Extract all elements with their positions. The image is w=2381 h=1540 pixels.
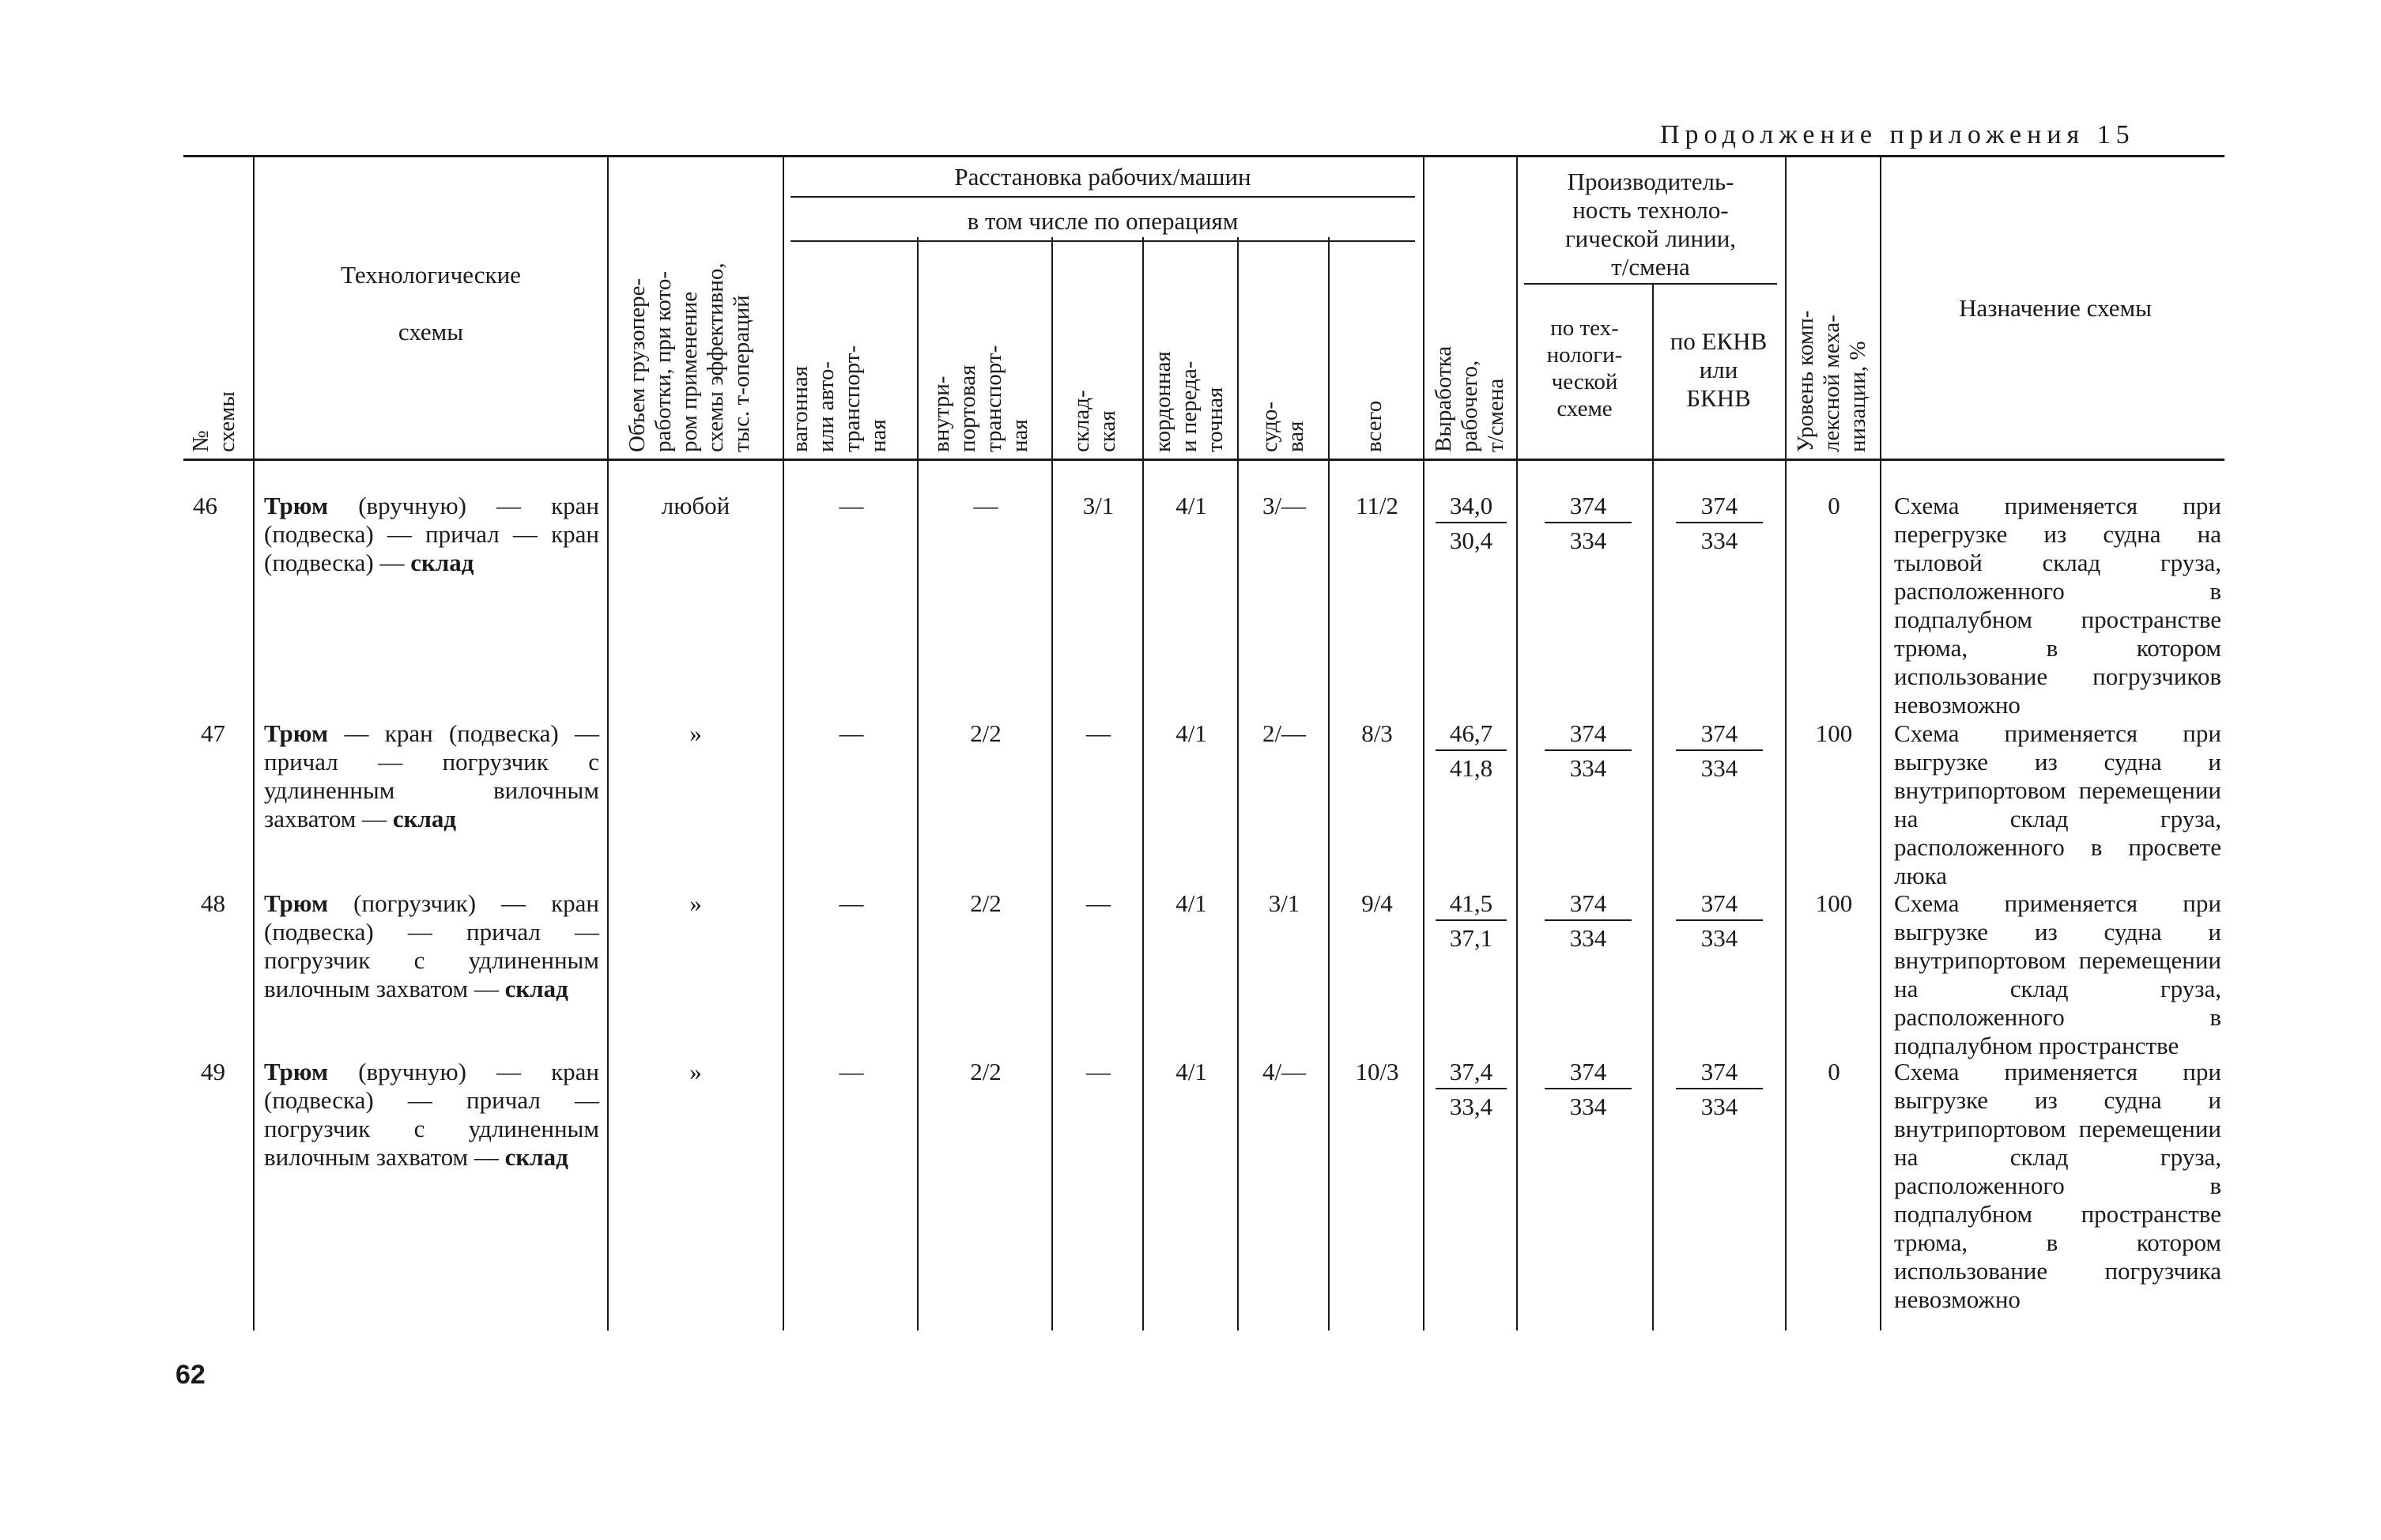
- row-technology: Трюм (вручную) — кран (подвеска) — причал — погрузчик с удлиненным вилочным захватом — склад: [264, 1058, 599, 1171]
- header-op-wagon: вагонная или авто- транспорт- ная: [787, 345, 891, 452]
- col-divider: [1237, 237, 1239, 1331]
- row-technology: Трюм (вручную) — кран (подвеска) — причал — кран (подвеска) — склад: [264, 492, 599, 576]
- col-divider: [1516, 157, 1518, 1331]
- row-prod-eknv: $\frac{374}{334}$: [1676, 889, 1763, 953]
- header-total: всего: [1361, 400, 1387, 452]
- row-op-intraport: —: [973, 492, 998, 519]
- row-volume: »: [689, 719, 702, 747]
- row-op-wagon: —: [839, 889, 864, 917]
- row-num: 48: [201, 889, 225, 917]
- col-divider: [1423, 157, 1424, 1331]
- row-op-warehouse: —: [1086, 1058, 1111, 1085]
- row-op-cordon: 4/1: [1175, 492, 1207, 519]
- header-op-intraport: внутри- портовая транспорт- ная: [929, 345, 1032, 452]
- row-op-wagon: —: [839, 1058, 864, 1085]
- row-op-intraport: 2/2: [970, 1058, 1002, 1085]
- header-by-operations: в том числе по операциям: [967, 207, 1239, 235]
- col-divider: [1785, 157, 1787, 1331]
- header-bottom-rule: [183, 459, 2224, 461]
- row-num: 47: [201, 719, 225, 747]
- row-mechanization: 100: [1815, 719, 1853, 747]
- row-prod-eknv: $\frac{374}{334}$: [1676, 492, 1763, 555]
- row-prod-eknv: $\frac{374}{334}$: [1676, 1058, 1763, 1121]
- header-mechanization: Уровень комп- лексной меха- низации, %: [1793, 310, 1870, 452]
- row-volume: »: [689, 1058, 702, 1085]
- row-op-warehouse: —: [1086, 889, 1111, 917]
- col-divider: [1652, 285, 1654, 1331]
- col-divider: [253, 157, 255, 1331]
- row-purpose: Схема применяется при перегрузке из судна на тыловой склад груза, расположенного в подпалубном пространстве трюма, в котором использование погрузчиков невозможно: [1894, 492, 2221, 719]
- col-divider: [1880, 157, 1881, 1331]
- row-mechanization: 100: [1815, 889, 1853, 917]
- row-total: 9/4: [1361, 889, 1393, 917]
- row-op-cordon: 4/1: [1175, 719, 1207, 747]
- row-op-intraport: 2/2: [970, 719, 1002, 747]
- row-output: $\frac{37,4}{33,4}$: [1436, 1058, 1507, 1121]
- col-divider: [1142, 237, 1144, 1331]
- page-caption: Продолжение приложения 15: [1660, 120, 2135, 149]
- row-prod-tech: $\frac{374}{334}$: [1545, 719, 1632, 783]
- row-total: 11/2: [1356, 492, 1398, 519]
- header-purpose: Назначение схемы: [1959, 294, 2152, 322]
- row-prod-tech: $\frac{374}{334}$: [1545, 1058, 1632, 1121]
- header-op-cordon: кордонная и переда- точная: [1150, 351, 1228, 452]
- placement-rule: [791, 196, 1415, 198]
- row-op-ship: 3/1: [1268, 889, 1300, 917]
- row-op-warehouse: —: [1086, 719, 1111, 747]
- row-op-wagon: —: [839, 492, 864, 519]
- row-technology: Трюм — кран (подвеска) — причал — погрузчик с удлиненным вилочным захватом — склад: [264, 719, 599, 832]
- row-op-warehouse: 3/1: [1082, 492, 1115, 519]
- row-mechanization: 0: [1828, 492, 1840, 519]
- row-op-intraport: 2/2: [970, 889, 1002, 917]
- row-purpose: Схема применяется при выгрузке из судна и внутрипортовом перемещении на склад груза, расположенного в просвете люка: [1894, 719, 2221, 889]
- header-prod-tech: по тех- нологи- ческой схеме: [1546, 315, 1623, 421]
- row-output: $\frac{46,7}{41,8}$: [1436, 719, 1507, 783]
- row-op-ship: 3/—: [1262, 492, 1307, 519]
- header-technological-schemes: Технологические схемы: [341, 261, 521, 345]
- row-num: 46: [193, 492, 217, 519]
- header-op-ship: судо- вая: [1257, 401, 1308, 452]
- header-prod-eknv: по ЕКНВ или БКНВ: [1670, 327, 1768, 412]
- row-output: $\frac{41,5}{37,1}$: [1436, 889, 1507, 953]
- col-divider: [607, 157, 609, 1331]
- page-number: 62: [175, 1360, 206, 1390]
- row-purpose: Схема применяется при выгрузке из судна и внутрипортовом перемещении на склад груза, расположенного в подпалубном пространстве трюма, в котором использование погрузчика невозможно: [1894, 1058, 2221, 1313]
- row-op-cordon: 4/1: [1175, 1058, 1207, 1085]
- row-volume: любой: [661, 492, 730, 519]
- row-num: 49: [201, 1058, 225, 1085]
- header-op-warehouse: склад- ская: [1069, 390, 1120, 452]
- col-divider: [1328, 237, 1330, 1331]
- by-ops-rule: [791, 240, 1415, 242]
- col-divider: [1051, 237, 1053, 1331]
- header-scheme-number: № схемы: [188, 391, 240, 452]
- row-purpose: Схема применяется при выгрузке из судна и внутрипортовом перемещении на склад груза, расположенного в подпалубном пространстве: [1894, 889, 2221, 1059]
- row-volume: »: [689, 889, 702, 917]
- col-divider: [783, 157, 784, 1331]
- row-op-ship: 2/—: [1262, 719, 1307, 747]
- table-top-rule: [183, 155, 2224, 157]
- row-output: $\frac{34,0}{30,4}$: [1436, 492, 1507, 555]
- row-op-wagon: —: [839, 719, 864, 747]
- col-divider: [917, 237, 919, 1331]
- header-placement: Расстановка рабочих/машин: [954, 163, 1251, 191]
- row-prod-tech: $\frac{374}{334}$: [1545, 889, 1632, 953]
- row-prod-tech: $\frac{374}{334}$: [1545, 492, 1632, 555]
- row-prod-eknv: $\frac{374}{334}$: [1676, 719, 1763, 783]
- row-op-cordon: 4/1: [1175, 889, 1207, 917]
- row-mechanization: 0: [1828, 1058, 1840, 1085]
- header-output: Выработка рабочего, т/смена: [1431, 345, 1508, 452]
- row-total: 8/3: [1361, 719, 1393, 747]
- header-volume: Объем грузопере- работки, при кото- ром применение схемы эффективно, тыс. т-операций: [624, 262, 754, 452]
- header-productivity: Производитель- ность техноло- гической линии, т/смена: [1564, 168, 1737, 281]
- row-total: 10/3: [1355, 1058, 1399, 1085]
- row-technology: Трюм (погрузчик) — кран (подвеска) — причал — погрузчик с удлиненным вилочным захватом — склад: [264, 889, 599, 1002]
- productivity-rule: [1524, 283, 1777, 285]
- row-op-ship: 4/—: [1262, 1058, 1307, 1085]
